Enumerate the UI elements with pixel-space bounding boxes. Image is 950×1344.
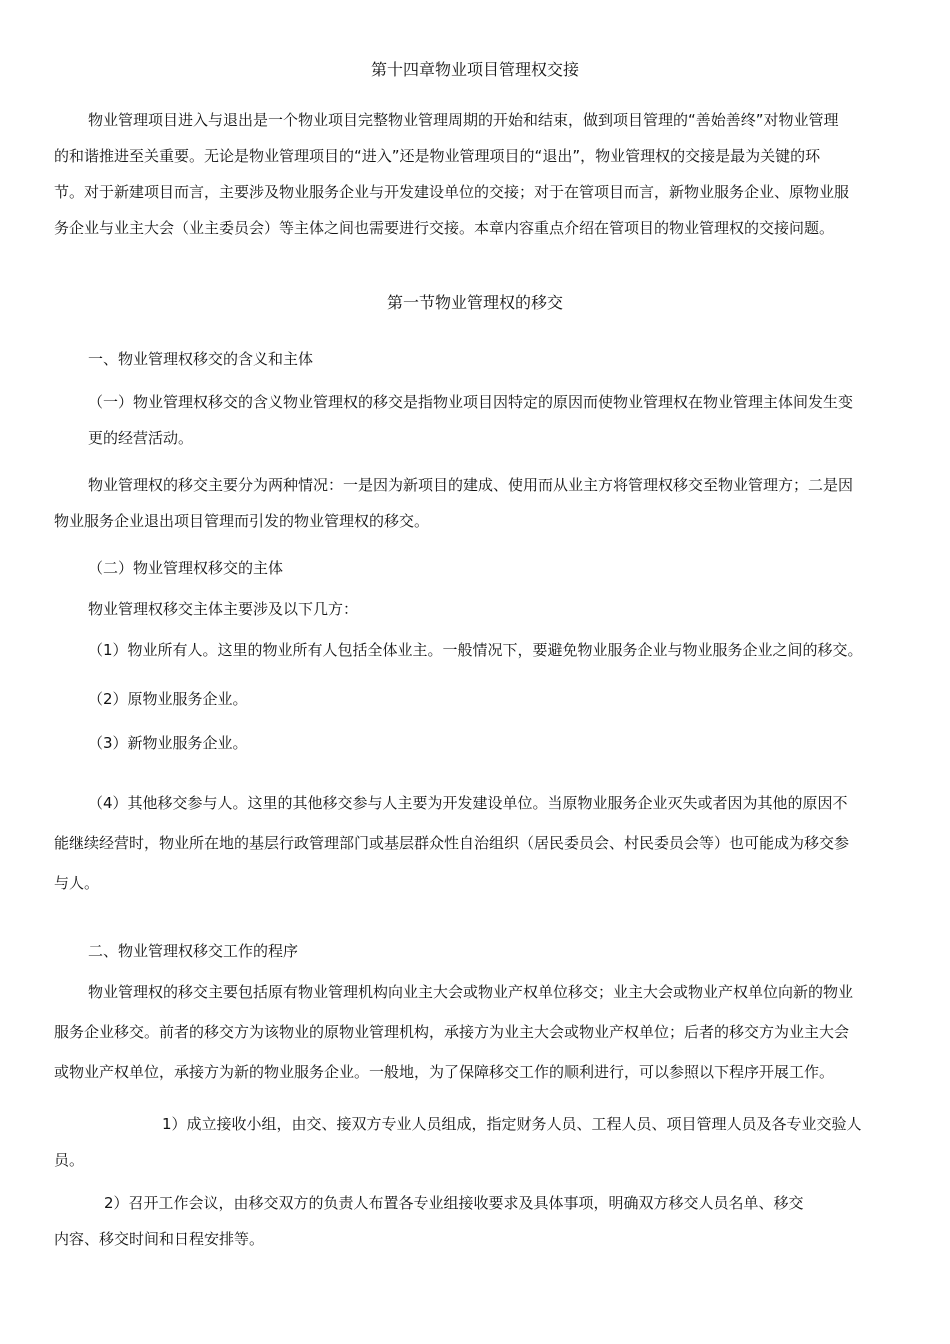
party-item: （2）原物业服务企业。 <box>88 690 248 708</box>
part1-types-line: 物业服务企业退出项目管理而引发的物业管理权的移交。 <box>54 512 430 530</box>
party4-paragraph <box>54 785 904 901</box>
part2-line: 或物业产权单位，承接方为新的物业服务企业。一般地，为了保障移交工作的顺利进行，可以参照以下程序开展工作。 <box>54 1063 835 1081</box>
part2-line: 物业管理权的移交主要包括原有物业管理机构向业主大会或物业产权单位移交；业主大会或物业产权单位向新的物业 <box>88 983 854 1001</box>
chapter-title: 第十四章物业项目管理权交接 <box>370 60 579 79</box>
step1-line: 员。 <box>54 1151 85 1169</box>
part1-sub1-paragraph <box>88 384 904 456</box>
party4-line: （4）其他移交参与人。这里的其他移交参与人主要为开发建设单位。当原物业服务企业灭失或者因为其他的原因不 <box>88 794 848 812</box>
part1-sub2-intro: 物业管理权移交主体主要涉及以下几方： <box>88 600 359 618</box>
part1-sub1-line: （一）物业管理权移交的含义物业管理权的移交是指物业项目因特定的原因而使物业管理权在物业管理主体间发生变 <box>88 393 854 411</box>
part1-types-line: 物业管理权的移交主要分为两种情况：一是因为新项目的建成、使用而从业主方将管理权移交至物业管理方；二是因 <box>88 476 854 494</box>
intro-line: 节。对于新建项目而言，主要涉及物业服务企业与开发建设单位的交接；对于在管项目而言，新物业服务企业、原物业服 <box>54 183 850 201</box>
parties-list <box>88 629 863 764</box>
part1-title: 一、物业管理权移交的含义和主体 <box>88 350 314 368</box>
party4-line: 与人。 <box>54 874 100 892</box>
party-item: （3）新物业服务企业。 <box>88 734 248 752</box>
part2-line: 服务企业移交。前者的移交方为该物业的原物业管理机构，承接方为业主大会或物业产权单位；后者的移交方为业主大会 <box>54 1023 850 1041</box>
section-title: 第一节物业管理权的移交 <box>386 293 563 312</box>
intro-line: 务企业与业主大会（业主委员会）等主体之间也需要进行交接。本章内容重点介绍在管项目的物业管理权的交接问题。 <box>54 219 835 237</box>
step2-paragraph <box>54 1185 904 1257</box>
part1-types-paragraph <box>54 467 904 539</box>
intro-line: 物业管理项目进入与退出是一个物业项目完整物业管理周期的开始和结束，做到项目管理的“善始善终”对物业管理 <box>88 111 839 129</box>
part2-paragraph <box>54 974 904 1090</box>
part2-title: 二、物业管理权移交工作的程序 <box>88 942 299 960</box>
part1-sub1-line: 更的经营活动。 <box>88 429 194 447</box>
intro-line: 的和谐推进至关重要。无论是物业管理项目的“进入”还是物业管理项目的“退出”，物业管理权的交接是最为关键的环 <box>54 147 821 165</box>
party4-line: 能继续经营时，物业所在地的基层行政管理部门或基层群众性自治组织（居民委员会、村民委员会等）也可能成为移交参 <box>54 834 850 852</box>
step2-line: 内容、移交时间和日程安排等。 <box>54 1230 265 1248</box>
intro-paragraph <box>54 102 904 246</box>
step2-line: 2）召开工作会议，由移交双方的负责人布置各专业组接收要求及具体事项，明确双方移交人员名单、移交 <box>104 1194 804 1212</box>
part1-sub2-title: （二）物业管理权移交的主体 <box>88 559 284 577</box>
step1-line: 1）成立接收小组，由交、接双方专业人员组成，指定财务人员、工程人员、项目管理人员及各专业交验人 <box>162 1115 862 1133</box>
step1-paragraph <box>54 1106 904 1178</box>
party-item: （1）物业所有人。这里的物业所有人包括全体业主。一般情况下，要避免物业服务企业与物业服务企业之间的移交。 <box>88 641 863 659</box>
